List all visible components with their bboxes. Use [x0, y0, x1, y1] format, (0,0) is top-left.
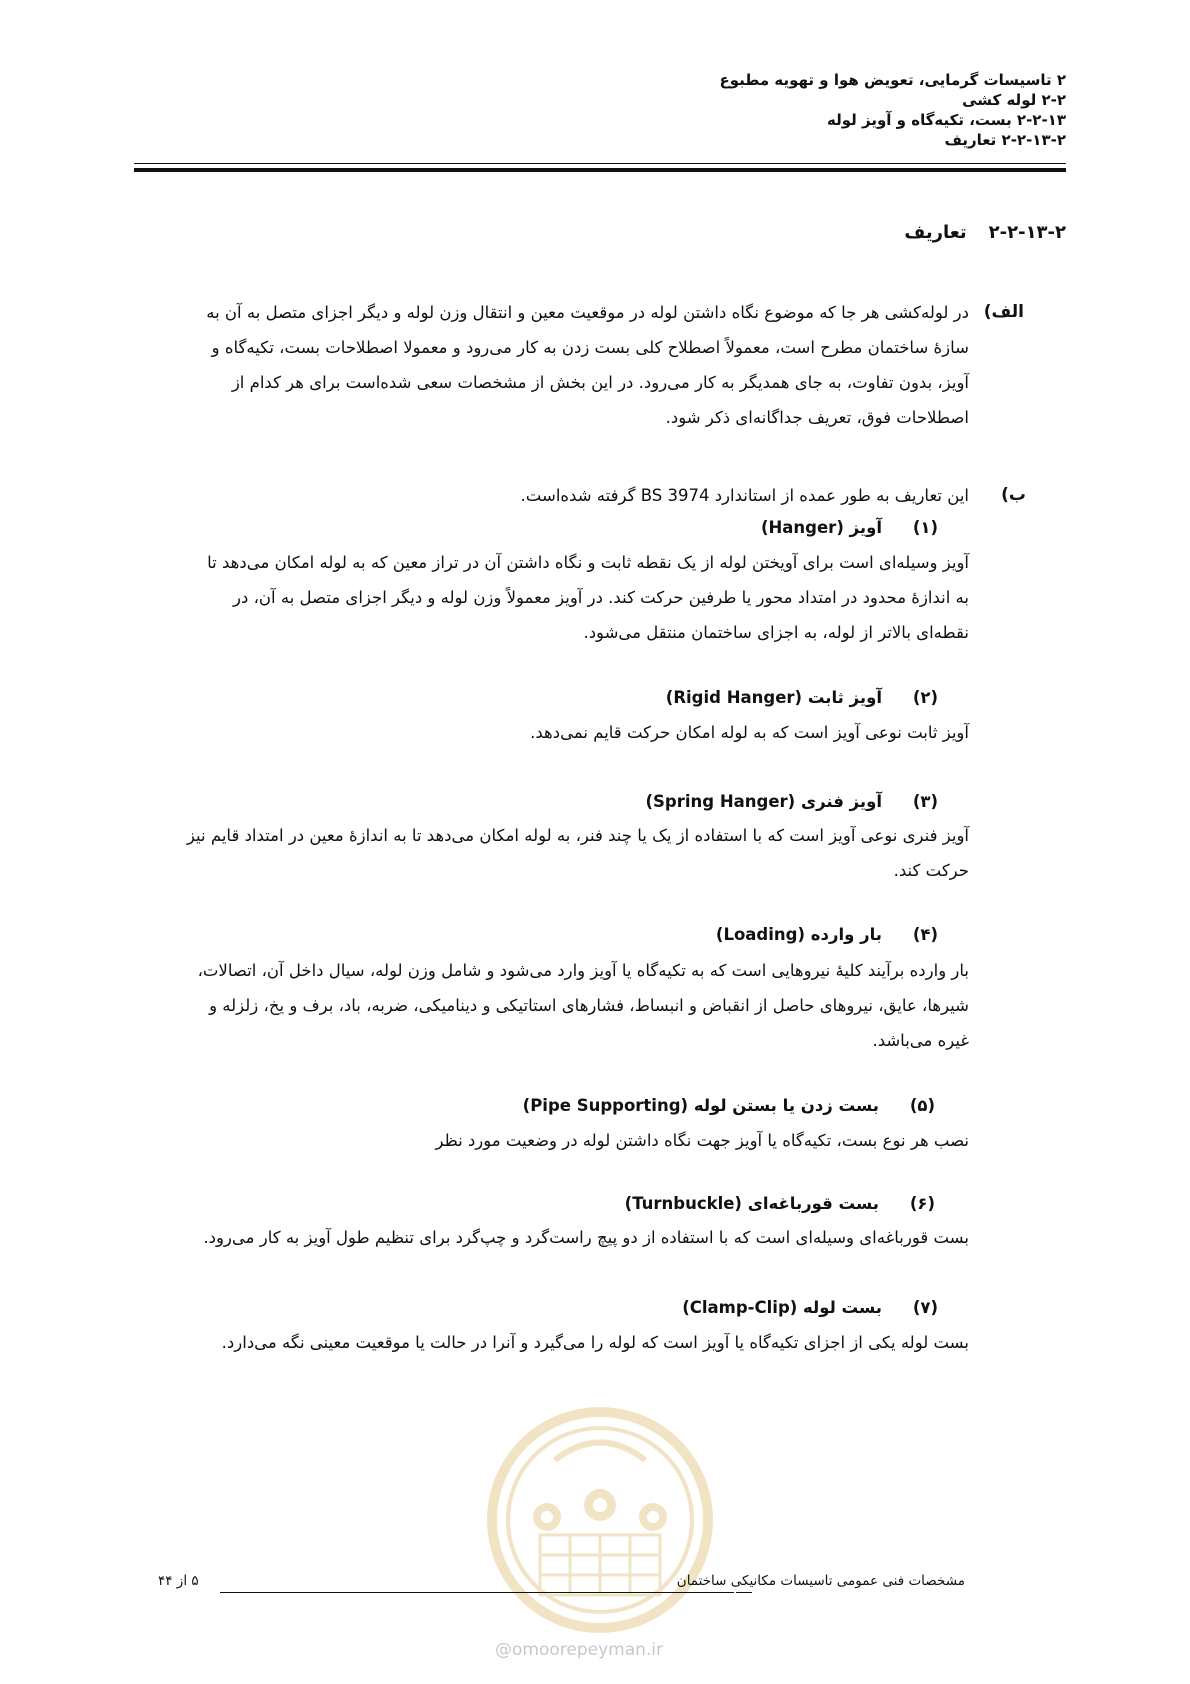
section-title: تعاریف	[904, 222, 967, 243]
term-3-line-1: آویز فنری نوعی آویز است که با استفاده از یک یا چند فنر، به لوله امکان می‌دهد تا به اندازهٔ معین در امتداد قایم نیز	[186, 826, 969, 845]
term-3-number: (۳)	[912, 792, 938, 811]
term-5-title: بست زدن یا بستن لوله (Pipe Supporting)	[522, 1096, 879, 1115]
footer-document-title: مشخصات فنی عمومی تاسیسات مکانیکی ساختمان	[676, 1573, 965, 1589]
term-5-body	[149, 1123, 969, 1158]
paragraph-b-text: این تعاریف به طور عمده از استاندارد BS 3974 گرفته شده‌است.	[520, 486, 969, 505]
section-heading	[904, 222, 1066, 243]
term-1-line-3: نقطه‌ای بالاتر از لوله، به اجزای ساختمان منتقل می‌شود.	[583, 623, 969, 642]
watermark-logo	[485, 1405, 715, 1635]
term-6-number: (۶)	[909, 1194, 935, 1213]
term-1-heading	[761, 518, 938, 537]
term-7-body	[149, 1325, 969, 1360]
term-4-line-3: غیره می‌باشد.	[872, 1031, 969, 1050]
term-4-line-1: بار وارده برآیند کلیهٔ نیروهایی است که به تکیه‌گاه یا آویز وارد می‌شود و شامل وزن لوله، سیال داخل آن، اتصالات،	[197, 961, 969, 980]
term-2-title: آویز ثابت (Rigid Hanger)	[665, 688, 882, 707]
footer-page-number: ۵ از ۴۴	[158, 1573, 199, 1589]
term-7-number: (۷)	[912, 1298, 938, 1317]
header-chapter: ۲ تاسیسات گرمایی، تعویض هوا و تهویه مطبوع	[719, 71, 1066, 89]
watermark-arc-mark	[555, 1443, 645, 1461]
paragraph-a	[139, 295, 1024, 435]
header-subsection: ۲-۲-۱۳ بست، تکیه‌گاه و آویز لوله	[827, 111, 1066, 129]
term-2-body	[149, 715, 969, 750]
paragraph-a-line-2: سازهٔ ساختمان مطرح است، معمولاً اصطلاح کلی بست زدن به کار می‌رود و معمولا اصطلاحات بست، تکیه‌گاه و	[211, 338, 969, 357]
header-topic: ۲-۲-۱۳-۲ تعاریف	[944, 131, 1066, 149]
term-1-number: (۱)	[912, 518, 938, 537]
watermark-grid	[540, 1535, 660, 1595]
header-divider-thin	[134, 163, 1066, 164]
header-section: ۲-۲ لوله کشی	[962, 91, 1066, 109]
footer-rule-left	[220, 1592, 734, 1593]
term-3-title: آویز فنری (Spring Hanger)	[645, 792, 882, 811]
term-2-heading	[666, 688, 938, 707]
paragraph-a-line-4: اصطلاحات فوق، تعریف جداگانه‌ای ذکر شود.	[665, 408, 969, 427]
paragraph-a-line-1: در لوله‌کشی هر جا که موضوع نگاه داشتن لوله در موقعیت معین و انتقال وزن لوله و دیگر اجزای متصل به آن به	[206, 303, 969, 322]
term-5-heading	[523, 1096, 935, 1115]
term-4-line-2: شیرها، عایق، نیروهای حاصل از انقباض و انبساط، فشارهای استاتیکی و دینامیکی، ضربه، باد، برف و یخ، زلزله و	[209, 996, 969, 1015]
term-7-line-1: بست لوله یکی از اجزای تکیه‌گاه یا آویز است که لوله را می‌گیرد و آنرا در حالت یا موقعیت معینی نگه می‌دارد.	[221, 1333, 969, 1352]
term-4-body	[149, 953, 969, 1058]
term-6-title: بست قورباغه‌ای (Turnbuckle)	[624, 1194, 879, 1213]
term-3-line-2: حرکت کند.	[893, 861, 969, 880]
term-1-body	[149, 545, 969, 650]
term-3-heading	[646, 792, 939, 811]
paragraph-a-line-3: آویز، بدون تفاوت، به جای همدیگر به کار می‌رود. در این بخش از مشخصات سعی شده‌است برای هر کدام از	[231, 373, 969, 392]
term-1-line-2: به اندازهٔ محدود در امتداد محور یا طرفین حرکت کند. در آویز معمولاً وزن لوله و دیگر اجزای متصل به آن، در	[233, 588, 969, 607]
watermark-url: @omoorepeyman.ir	[495, 1640, 664, 1660]
term-3-body	[149, 818, 969, 888]
paragraph-b-marker: ب)	[1001, 485, 1026, 505]
term-5-number: (۵)	[909, 1096, 935, 1115]
header-divider-thick	[134, 168, 1066, 172]
term-6-heading	[625, 1194, 935, 1213]
term-4-title: بار وارده (Loading)	[715, 925, 882, 944]
term-6-body	[149, 1220, 969, 1255]
term-4-heading	[716, 925, 938, 944]
paragraph-a-marker: الف)	[983, 302, 1024, 322]
term-1-line-1: آویز وسیله‌ای است برای آویختن لوله از یک نقطه ثابت و نگاه داشتن آن در تراز معین که به لوله امکان می‌دهد تا	[207, 553, 969, 572]
term-7-heading	[682, 1298, 938, 1317]
term-6-line-1: بست قورباغه‌ای وسیله‌ای است که با استفاده از دو پیچ راست‌گرد و چپ‌گرد برای تنظیم طول آویز به کار می‌رود.	[203, 1228, 969, 1247]
term-5-line-1: نصب هر نوع بست، تکیه‌گاه یا آویز جهت نگاه داشتن لوله در وضعیت مورد نظر	[435, 1131, 969, 1150]
term-2-number: (۲)	[912, 688, 938, 707]
term-2-line-1: آویز ثابت نوعی آویز است که به لوله امکان حرکت قایم نمی‌دهد.	[530, 723, 969, 742]
running-header	[126, 70, 1066, 150]
term-4-number: (۴)	[912, 925, 938, 944]
section-number: ۲-۲-۱۳-۲	[988, 222, 1066, 243]
term-1-title: آویز (Hanger)	[760, 518, 882, 537]
term-7-title: بست لوله (Clamp-Clip)	[682, 1298, 882, 1317]
paragraph-b	[139, 478, 1026, 513]
footer-rule-right	[736, 1592, 752, 1593]
